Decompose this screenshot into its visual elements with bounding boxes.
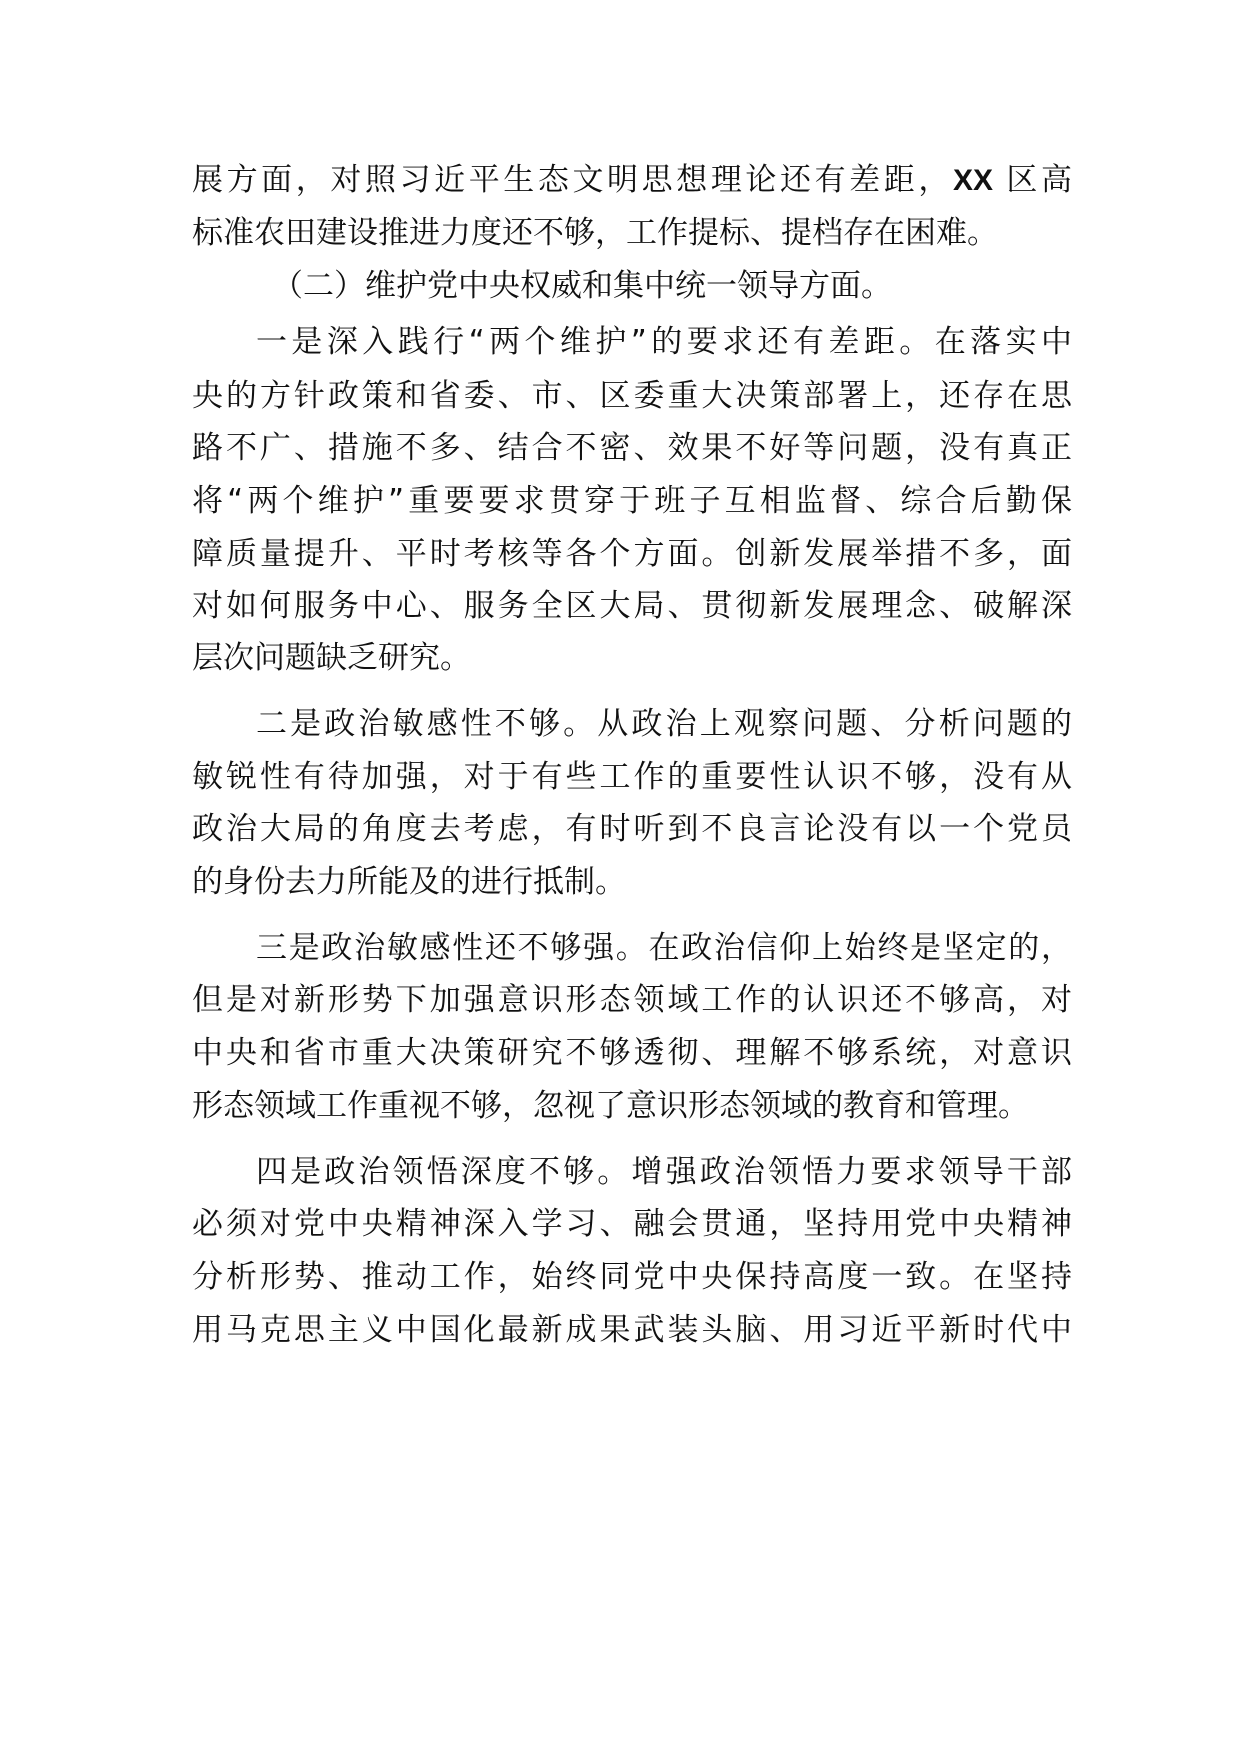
- para3-line: 中央和省市重大决策研究不够透彻、理解不够系统，对意识: [192, 1035, 1072, 1071]
- para4-line: 四是政治领悟深度不够。增强政治领悟力要求领导干部: [256, 1154, 1072, 1190]
- para1-line: 将“两个维护”重要要求贯穿于班子互相监督、综合后勤保: [192, 483, 1072, 519]
- para4-line: 分析形势、推动工作，始终同党中央保持高度一致。在坚持: [192, 1259, 1072, 1295]
- para3-line: 但是对新形势下加强意识形态领域工作的认识还不够高，对: [192, 982, 1072, 1018]
- para1-line: 层次问题缺乏研究。: [192, 640, 471, 676]
- para2-line: 二是政治敏感性不够。从政治上观察问题、分析问题的: [256, 706, 1072, 742]
- intro-line-1-placeholder: XX: [952, 164, 993, 197]
- para2-line: 的身份去力所能及的进行抵制。: [192, 864, 626, 900]
- intro-line-1-text-b: 区高: [992, 162, 1072, 198]
- intro-line-1-text-a: 展方面，对照习近平生态文明思想理论还有差距，: [192, 162, 953, 198]
- para2-line: 敏锐性有待加强，对于有些工作的重要性认识不够，没有从: [192, 759, 1072, 795]
- para3-line: 形态领域工作重视不够，忽视了意识形态领域的教育和管理。: [192, 1088, 1029, 1124]
- section-heading: （二）维护党中央权威和集中统一领导方面。: [272, 268, 892, 304]
- para1-line: 障质量提升、平时考核等各个方面。创新发展举措不多，面: [192, 536, 1072, 572]
- para3-line: 三是政治敏感性还不够强。在政治信仰上始终是坚定的，: [256, 930, 1072, 966]
- para2-line: 政治大局的角度去考虑，有时听到不良言论没有以一个党员: [192, 811, 1072, 847]
- para4-line: 用马克思主义中国化最新成果武装头脑、用习近平新时代中: [192, 1312, 1072, 1348]
- para1-line: 对如何服务中心、服务全区大局、贯彻新发展理念、破解深: [192, 588, 1072, 624]
- intro-line-1: [192, 160, 1072, 200]
- para1-line: 一是深入践行“两个维护”的要求还有差距。在落实中: [256, 324, 1072, 360]
- para4-line: 必须对党中央精神深入学习、融会贯通，坚持用党中央精神: [192, 1206, 1072, 1242]
- para1-line: 路不广、措施不多、结合不密、效果不好等问题，没有真正: [192, 430, 1072, 466]
- para1-line: 央的方针政策和省委、市、区委重大决策部署上，还存在思: [192, 378, 1072, 414]
- intro-line-2: 标准农田建设推进力度还不够，工作提标、提档存在困难。: [192, 215, 998, 251]
